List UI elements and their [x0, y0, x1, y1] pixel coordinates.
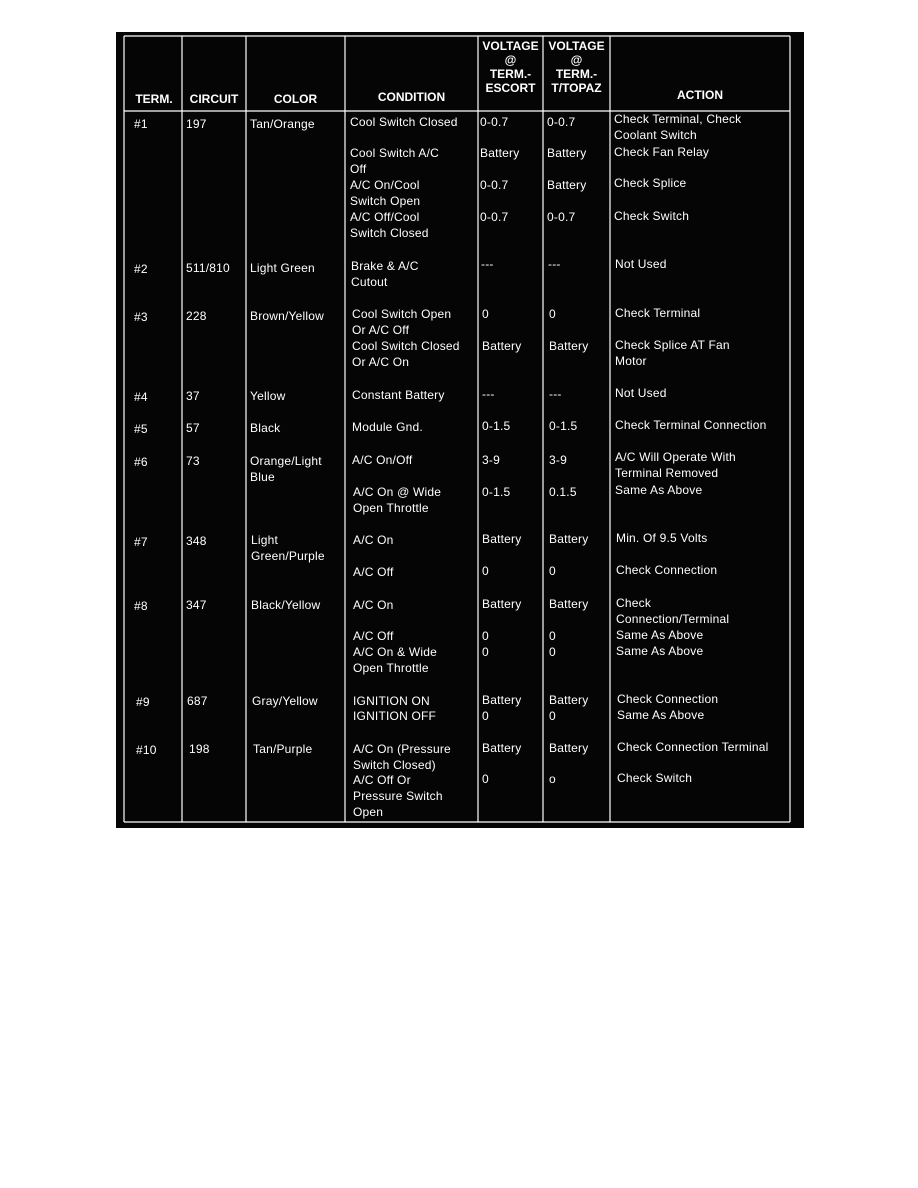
cell-voltage-topaz: Battery: [549, 741, 589, 755]
cell-condition: Cool Switch Open Or A/C Off: [352, 307, 452, 337]
cell-circuit: 228: [186, 309, 207, 323]
cell-condition: A/C On: [353, 598, 394, 612]
header-action: ACTION: [677, 88, 723, 102]
cell-voltage-topaz: Battery: [547, 146, 587, 160]
cell-action: Check Switch: [617, 771, 693, 785]
cell-color: Brown/Yellow: [250, 309, 324, 323]
cell-condition: Cool Switch A/C Off: [350, 146, 440, 176]
cell-action: Check Connection/Terminal: [616, 596, 730, 626]
cell-color: Tan/Orange: [250, 117, 315, 131]
cell-term: #4: [134, 390, 148, 404]
cell-term: #8: [134, 599, 148, 613]
cell-condition: IGNITION ON: [353, 694, 430, 708]
cell-term: #3: [134, 310, 148, 324]
cell-voltage-topaz: ---: [548, 257, 561, 271]
cell-circuit: 197: [186, 117, 207, 131]
cell-term: #2: [134, 262, 148, 276]
cell-color: Black/Yellow: [251, 598, 321, 612]
cell-voltage-escort: 3-9: [482, 453, 500, 467]
cell-action: A/C Will Operate With Terminal Removed: [615, 450, 736, 480]
cell-voltage-topaz: 0: [549, 307, 556, 321]
cell-condition: Constant Battery: [352, 388, 445, 402]
cell-color: Black: [250, 421, 281, 435]
cell-action: Check Switch: [614, 209, 690, 223]
cell-voltage-topaz: o: [549, 772, 556, 786]
cell-action: Not Used: [615, 386, 667, 400]
cell-condition: A/C On (Pressure Switch Closed): [353, 742, 451, 772]
cell-action: Same As Above: [616, 644, 704, 658]
cell-condition: A/C On/Off: [352, 453, 413, 467]
cell-condition: Module Gnd.: [352, 420, 423, 434]
cell-action: Not Used: [615, 257, 667, 271]
cell-action: Same As Above: [617, 708, 705, 722]
cell-color: Yellow: [250, 389, 286, 403]
cell-voltage-escort: ---: [481, 257, 494, 271]
cell-condition: A/C On @ Wide Open Throttle: [353, 485, 442, 515]
cell-voltage-topaz: 0: [549, 564, 556, 578]
cell-action: Same As Above: [615, 483, 703, 497]
cell-voltage-topaz: Battery: [549, 597, 589, 611]
cell-action: Check Connection Terminal: [617, 740, 769, 754]
cell-action: Check Terminal Connection: [615, 418, 767, 432]
cell-condition: A/C On/Cool Switch Open: [350, 178, 421, 208]
cell-condition: A/C Off/Cool Switch Closed: [350, 210, 429, 240]
cell-voltage-escort: 0-0.7: [480, 178, 509, 192]
cell-color: Tan/Purple: [253, 742, 313, 756]
diagnostic-table: [116, 32, 804, 828]
header-voltage-escort: VOLTAGE @ TERM.- ESCORT: [482, 39, 539, 95]
cell-circuit: 511/810: [186, 261, 230, 275]
cell-voltage-escort: Battery: [482, 597, 522, 611]
header-voltage-topaz: VOLTAGE @ TERM.- T/TOPAZ: [548, 39, 605, 95]
header-color: COLOR: [273, 92, 318, 106]
cell-voltage-topaz: Battery: [549, 532, 589, 546]
cell-circuit: 73: [186, 454, 200, 468]
cell-voltage-topaz: 0: [549, 629, 556, 643]
cell-color: Orange/Light Blue: [250, 454, 322, 484]
cell-voltage-topaz: Battery: [547, 178, 587, 192]
cell-term: #10: [136, 743, 157, 757]
cell-action: Check Fan Relay: [614, 145, 710, 159]
cell-circuit: 57: [186, 421, 200, 435]
cell-condition: A/C Off: [353, 565, 394, 579]
cell-condition: A/C On & Wide Open Throttle: [353, 645, 437, 675]
cell-action: Check Connection: [617, 692, 719, 706]
cell-condition: Cool Switch Closed: [350, 115, 458, 129]
cell-voltage-escort: Battery: [480, 146, 520, 160]
cell-voltage-escort: 0-0.7: [480, 210, 509, 224]
cell-condition: A/C On: [353, 533, 394, 547]
cell-voltage-topaz: ---: [549, 387, 562, 401]
cell-voltage-escort: 0: [482, 564, 489, 578]
cell-voltage-escort: Battery: [482, 339, 522, 353]
cell-action: Same As Above: [616, 628, 704, 642]
cell-voltage-escort: Battery: [482, 532, 522, 546]
cell-voltage-escort: 0-1.5: [482, 419, 511, 433]
cell-voltage-topaz: 0-0.7: [547, 115, 576, 129]
header-condition: CONDITION: [377, 90, 446, 104]
cell-color: Light Green/Purple: [251, 533, 325, 563]
cell-voltage-escort: 0: [482, 645, 489, 659]
cell-voltage-escort: ---: [482, 387, 495, 401]
cell-circuit: 37: [186, 389, 200, 403]
cell-circuit: 348: [186, 534, 207, 548]
cell-voltage-escort: 0: [482, 772, 489, 786]
cell-voltage-escort: 0-1.5: [482, 485, 511, 499]
cell-voltage-topaz: Battery: [549, 693, 589, 707]
cell-condition: IGNITION OFF: [353, 709, 437, 723]
cell-voltage-topaz: 0-0.7: [547, 210, 576, 224]
cell-voltage-topaz: 3-9: [549, 453, 567, 467]
header-term: TERM.: [135, 92, 173, 106]
cell-action: Check Splice: [614, 176, 687, 190]
cell-voltage-topaz: 0: [549, 645, 556, 659]
cell-voltage-escort: 0-0.7: [480, 115, 509, 129]
cell-voltage-topaz: 0-1.5: [549, 419, 578, 433]
cell-circuit: 347: [186, 598, 207, 612]
cell-term: #1: [134, 117, 148, 131]
cell-term: #5: [134, 422, 148, 436]
cell-action: Check Splice AT Fan Motor: [615, 338, 730, 368]
cell-circuit: 687: [187, 694, 208, 708]
cell-circuit: 198: [189, 742, 210, 756]
cell-voltage-escort: Battery: [482, 693, 522, 707]
cell-color: Gray/Yellow: [252, 694, 318, 708]
cell-voltage-topaz: 0: [549, 709, 556, 723]
cell-action: Check Terminal: [615, 306, 701, 320]
cell-voltage-escort: 0: [482, 629, 489, 643]
cell-condition: A/C Off Or Pressure Switch Open: [353, 773, 443, 819]
cell-action: Min. Of 9.5 Volts: [616, 531, 708, 545]
cell-term: #9: [136, 695, 150, 709]
cell-voltage-escort: 0: [482, 709, 489, 723]
cell-condition: Brake & A/C Cutout: [351, 259, 419, 289]
cell-voltage-topaz: 0.1.5: [549, 485, 577, 499]
header-circuit: CIRCUIT: [189, 92, 239, 106]
cell-voltage-topaz: Battery: [549, 339, 589, 353]
cell-term: #7: [134, 535, 148, 549]
cell-term: #6: [134, 455, 148, 469]
cell-action: Check Connection: [616, 563, 718, 577]
cell-action: Check Terminal, Check Coolant Switch: [614, 112, 742, 142]
cell-condition: Cool Switch Closed Or A/C On: [352, 339, 460, 369]
cell-voltage-escort: Battery: [482, 741, 522, 755]
cell-voltage-escort: 0: [482, 307, 489, 321]
cell-color: Light Green: [250, 261, 315, 275]
cell-condition: A/C Off: [353, 629, 394, 643]
